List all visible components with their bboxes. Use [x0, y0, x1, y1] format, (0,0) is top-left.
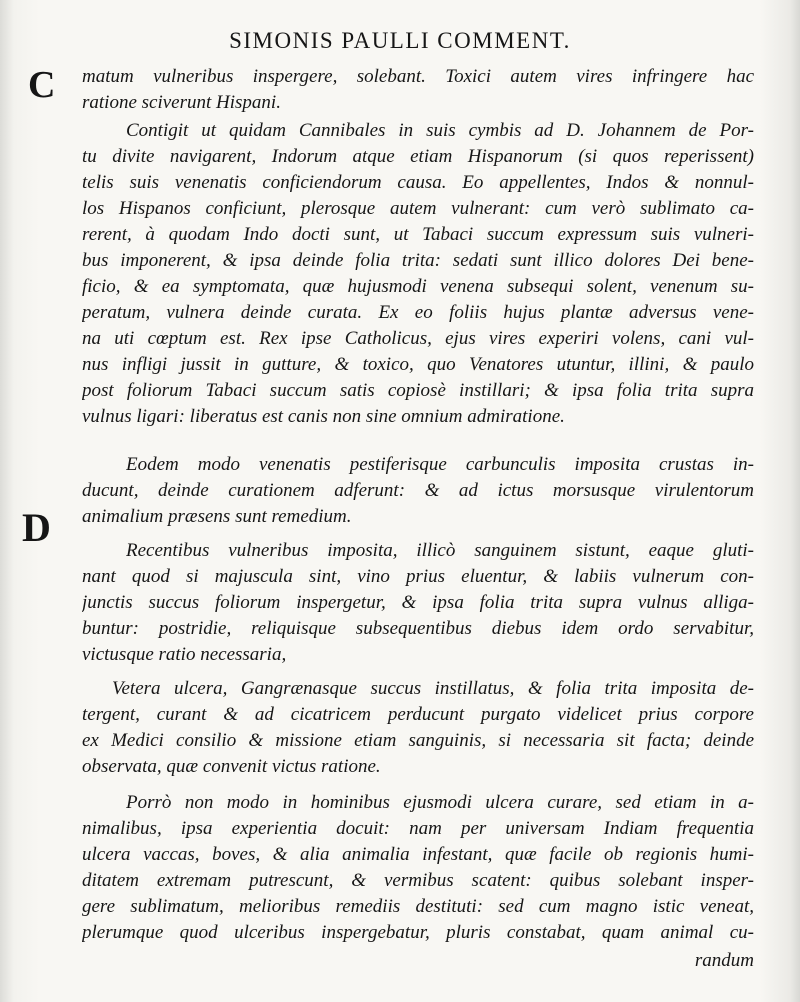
text-line: Contigit ut quidam Cannibales in suis cymbis ad D. Johannem de Por-: [126, 120, 754, 141]
text-line: ex Medici consilio & missione etiam sanguinis, si necessaria sit facta; deinde: [82, 730, 754, 751]
text-line: ficio, & ea symptomata, quæ hujusmodi venena subsequi solent, venenum su-: [82, 276, 754, 297]
text-line: post foliorum Tabaci succum satis copiosè instillari; & ipsa folia trita supra: [82, 380, 754, 401]
text-line: animalium præsens sunt remedium.: [82, 506, 352, 527]
text-line: Vetera ulcera, Gangrænasque succus instillatus, & folia trita imposita de-: [112, 678, 754, 699]
text-line: plerumque quod ulceribus inspergebatur, pluris constabat, quam animal cu-: [82, 922, 754, 943]
text-line: na uti cœptum est. Rex ipse Catholicus, ejus vires experiri volens, cani vul-: [82, 328, 754, 349]
text-line: nimalibus, ipsa experientia docuit: nam per universam Indiam frequentia: [82, 818, 754, 839]
text-line: ratione sciverunt Hispani.: [82, 92, 281, 113]
text-line: tergent, curant & ad cicatricem perducunt purgato videlicet prius corpore: [82, 704, 754, 725]
text-line: ulcera vaccas, boves, & alia animalia infestant, quæ facile ob regionis humi-: [82, 844, 754, 865]
text-line: los Hispanos conficiunt, plerosque autem vulnerant: cum verò sublimato ca-: [82, 198, 754, 219]
margin-letter-d: D: [22, 505, 51, 550]
margin-letter-c: C: [28, 64, 56, 106]
text-line: observata, quæ convenit victus ratione.: [82, 756, 381, 777]
text-line: gere sublimatum, melioribus remediis destituti: sed cum magno istic veneat,: [82, 896, 754, 917]
catchword: randum: [694, 950, 754, 971]
text-line: nant quod si majuscula sint, vino prius eluentur, & labiis vulnerum con-: [82, 566, 754, 587]
text-line: victusque ratio necessaria,: [82, 644, 287, 665]
text-line: rerent, à quodam Indo docti sunt, ut Tabaci succum expressum suis vulneri-: [82, 224, 754, 245]
text-line: ducunt, deinde curationem adferunt: & ad ictus morsusque virulentorum: [82, 480, 754, 501]
text-line: telis suis venenatis conficiendorum causa. Eo appellentes, Indos & nonnul-: [82, 172, 754, 193]
text-line: Eodem modo venenatis pestiferisque carbunculis imposita crustas in-: [126, 454, 754, 475]
text-line: ditatem extremam putrescunt, & vermibus scatent: quibus solebant insper-: [82, 870, 754, 891]
text-line: junctis succus foliorum inspergetur, & ipsa folia trita supra vulnus alliga-: [82, 592, 754, 613]
text-line: buntur: postridie, reliquisque subsequentibus diebus idem ordo servabitur,: [82, 618, 754, 639]
text-line: bus imponerent, & ipsa deinde folia trita: sedati sunt illico dolores Dei bene-: [82, 250, 754, 271]
text-line: Recentibus vulneribus imposita, illicò sanguinem sistunt, eaque gluti-: [126, 540, 754, 561]
text-line: Porrò non modo in hominibus ejusmodi ulcera curare, sed etiam in a-: [126, 792, 754, 813]
text-line: matum vulneribus inspergere, solebant. Toxici autem vires infringere hac: [82, 66, 754, 87]
running-header: SIMONIS PAULLI COMMENT.: [229, 28, 571, 53]
text-line: peratum, vulnera deinde curata. Ex eo foliis hujus plantæ adversus vene-: [82, 302, 754, 323]
text-line: tu divite navigarent, Indorum atque etiam Hispanorum (si quos reperissent): [82, 146, 754, 167]
text-line: nus infligi jussit in gutture, & toxico, quo Venatores utuntur, illini, & paulo: [82, 354, 754, 375]
text-line: vulnus ligari: liberatus est canis non sine omnium admiratione.: [82, 406, 565, 427]
